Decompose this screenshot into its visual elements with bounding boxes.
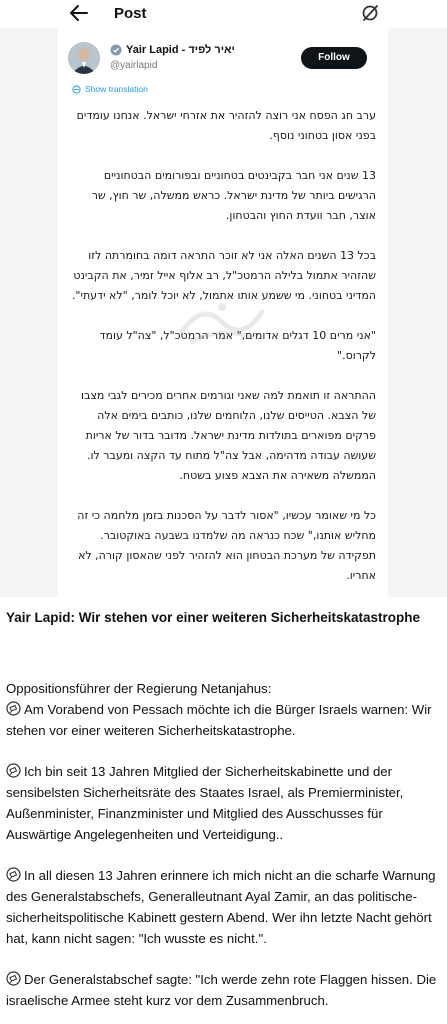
post-paragraph: "אני מרים 10 דגלים אדומים," אמר הרמטכ"ל, "צה"ל עומד לקרוס." bbox=[99, 329, 376, 362]
translation-paragraph bbox=[6, 865, 443, 949]
post-paragraph: בכל 13 השנים האלה אני לא זוכר התראה דומה בחומרתה לזו שהזהיר אתמול בלילה הרמטכ"ל, רב אלוף אייל זמיר, את הקבינט המדיני בטחוני. מי ששמע אותו אתמול, לא יוכל לומר, "לא ידעתי". bbox=[71, 249, 376, 302]
verified-badge-icon bbox=[110, 44, 122, 56]
post-top-bar bbox=[0, 0, 447, 28]
translation-text: In all diesen 13 Jahren erinnere ich mich nicht an die scharfe Warnung des Generalstabschefs, Generalleutnant Ayal Zamir, an das politische-sicherheitspolitische Kabinett gestern Abend. Wer ihn letzte Nacht gehört hat, kann nicht sagen: "Ich wusste es nicht.". bbox=[6, 868, 436, 946]
author-name[interactable]: Yair Lapid - יאיר לפיד bbox=[126, 44, 235, 56]
post-card bbox=[58, 28, 388, 597]
post-paragraph: ערב חג הפסח אני רוצה להזהיר את אזרחי ישראל. אנחנו עומדים בפני אסון בטחוני נוסף. bbox=[76, 109, 376, 142]
author-name-row bbox=[110, 42, 290, 58]
translate-icon bbox=[72, 85, 81, 94]
translation-text: Der Generalstabschef sagte: "Ich werde zehn rote Flaggen hissen. Die israelische Armee steht kurz vor dem Zusammenbruch. bbox=[6, 972, 437, 1008]
slashed-circle-icon[interactable] bbox=[360, 3, 380, 23]
page-title: Post bbox=[114, 5, 147, 22]
pushpin-circle-icon bbox=[6, 867, 21, 882]
arrow-left-icon[interactable] bbox=[68, 3, 90, 23]
pushpin-circle-icon bbox=[6, 701, 21, 716]
watermark-logo bbox=[172, 292, 272, 352]
post-paragraph: כל מי שאומר עכשיו, "אסור לדבר על הסכנות בזמן מלחמה כי זה מחליש אותנו," שכח כנראה מה שלמדנו בשבעה באוקטובר. תפקידה של מערכת הבטחון הוא להזהיר לפני שהאסון קורה, לא אחריו. bbox=[77, 509, 376, 582]
german-translation bbox=[6, 678, 443, 1024]
translation-text: Ich bin seit 13 Jahren Mitglied der Sicherheitskabinette und der sensibelsten Sicherheitsräte des Staates Israel, als Premierminister, Außenminister, Finanzminister und Mitglied des Ausschusses für Auswärtige Angelegenheiten und Verteidigung.. bbox=[6, 764, 404, 842]
author-handle[interactable]: @yairlapid bbox=[110, 60, 158, 71]
post-paragraph: 13 שנים אני חבר בקבינטים בטחוניים ובפורומים הבטחוניים הרגישים ביותר של מדינת ישראל. כראש ממשלה, שר חוץ, שר אוצר, חבר וועדת החוץ והבטחון. bbox=[91, 169, 376, 222]
article-headline: Yair Lapid: Wir stehen vor einer weiteren Sicherheitskatastrophe bbox=[6, 610, 421, 625]
translation-intro: Oppositionsführer der Regierung Netanjahus: bbox=[6, 681, 272, 696]
avatar[interactable] bbox=[68, 42, 100, 74]
follow-button[interactable]: Follow bbox=[301, 47, 367, 69]
pushpin-circle-icon bbox=[6, 971, 21, 986]
translation-paragraph bbox=[6, 969, 443, 1011]
translation-paragraph bbox=[6, 699, 443, 741]
pushpin-circle-icon bbox=[6, 763, 21, 778]
translation-text: Am Vorabend von Pessach möchte ich die Bürger Israels warnen: Wir stehen vor einer weiteren Sicherheitskatastrophe. bbox=[6, 702, 432, 738]
show-translation-link[interactable] bbox=[72, 84, 148, 94]
show-translation-label: Show translation bbox=[85, 84, 148, 94]
post-paragraph: ההתראה זו תואמת למה שאני וגורמים אחרים מכירים לגבי מצבו של הצבא. הטייסים שלנו, הלוחמים שלנו, כותבים בימים אלה פרקים מפוארים בתולדות מדינת ישראל. מדובר בדור של אריות שעושה עבודה מדהימה, אבל צה"ל מתוח עד הקצה ומעבר לו. הממשלה משאירה את הצבא פצוע בשטח. bbox=[81, 389, 376, 482]
translation-paragraph bbox=[6, 761, 443, 845]
